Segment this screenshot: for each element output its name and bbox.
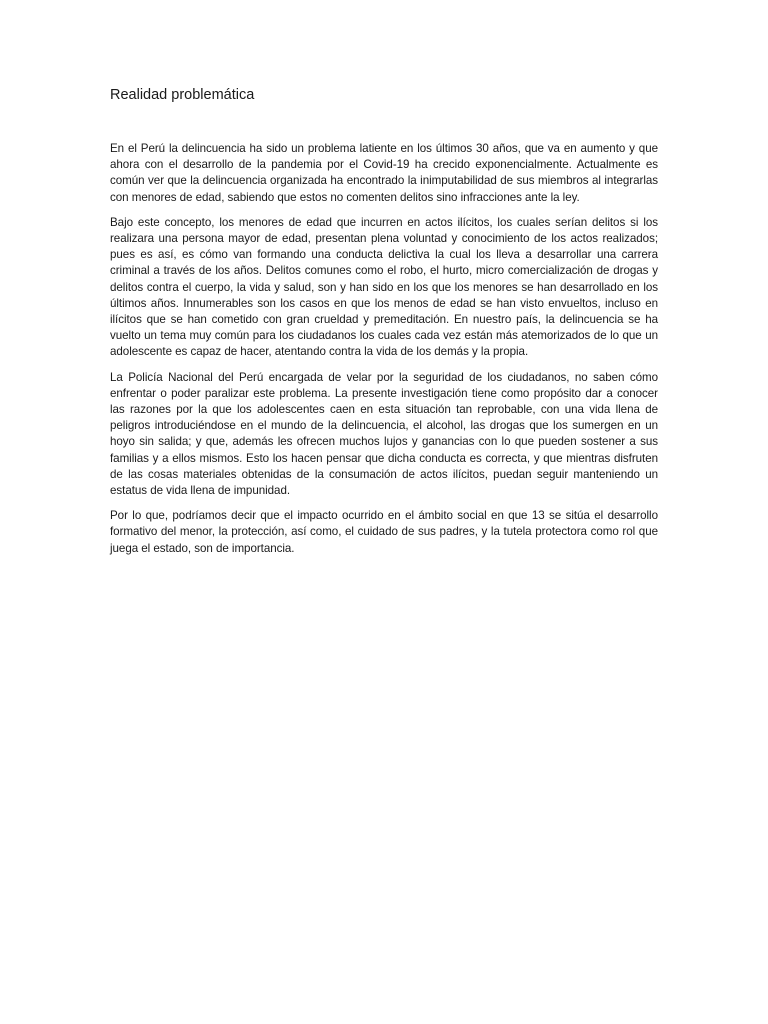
paragraph-4: Por lo que, podríamos decir que el impacto ocurrido en el ámbito social en que 13 se sitúa el desarrollo formativo del menor, la protección, así como, el cuidado de sus padres, y la tutela protectora como rol que juega el estado, son de importancia.	[110, 509, 658, 555]
document-title: Realidad problemática	[110, 87, 255, 103]
paragraph-3: La Policía Nacional del Perú encargada de velar por la seguridad de los ciudadanos, no saben cómo enfrentar o poder paralizar este problema. La presente investigación tiene como propósito dar a conocer las razones por la que los adolescentes caen en esta situación tan reprobable, con una vida llena de peligros introduciéndose en el mundo de la delincuencia, el alcohol, las drogas que los sumergen en un hoyo sin salida; y que, además les ofrecen muchos lujos y ganancias con lo que pueden sostener a sus familias y a ellos mismos. Esto los hacen pensar que dicha conducta es correcta, y que mientras disfruten de las cosas materiales obtenidas de la consumación de actos ilícitos, puedan seguir manteniendo un estatus de vida llena de impunidad.	[110, 370, 658, 498]
paragraph-2: Bajo este concepto, los menores de edad que incurren en actos ilícitos, los cuales serían delitos si los realizara una persona mayor de edad, presentan plena voluntad y conocimiento de los actos realizados; pues es así, es cómo van formando una conducta delictiva la cual los lleva a desarrollar una carrera criminal a través de los años. Delitos comunes como el robo, el hurto, micro comercialización de drogas y delitos contra el cuerpo, la vida y salud, son y han sido en los que los menores se han desarrollado en los últimos años. Innumerables son los casos en que los menos de edad se han visto envueltos, incluso en ilícitos que se han cometido con gran crueldad y premeditación. En nuestro país, la delincuencia se ha vuelto un tema muy común para los ciudadanos los cuales cada vez están más atemorizados de lo que un adolescente es capaz de hacer, atentando contra la vida de los demás y la propia.	[110, 215, 658, 359]
document-body	[110, 85, 658, 566]
paragraph-1: En el Perú la delincuencia ha sido un problema latiente en los últimos 30 años, que va en aumento y que ahora con el desarrollo de la pandemia por el Covid-19 ha crecido exponencialmente. Actualmente es común ver que la delincuencia organizada ha encontrado la inimputabilidad de sus miembros al integrarlas con menores de edad, sabiendo que estos no comenten delitos sino infracciones ante la ley.	[110, 142, 658, 204]
